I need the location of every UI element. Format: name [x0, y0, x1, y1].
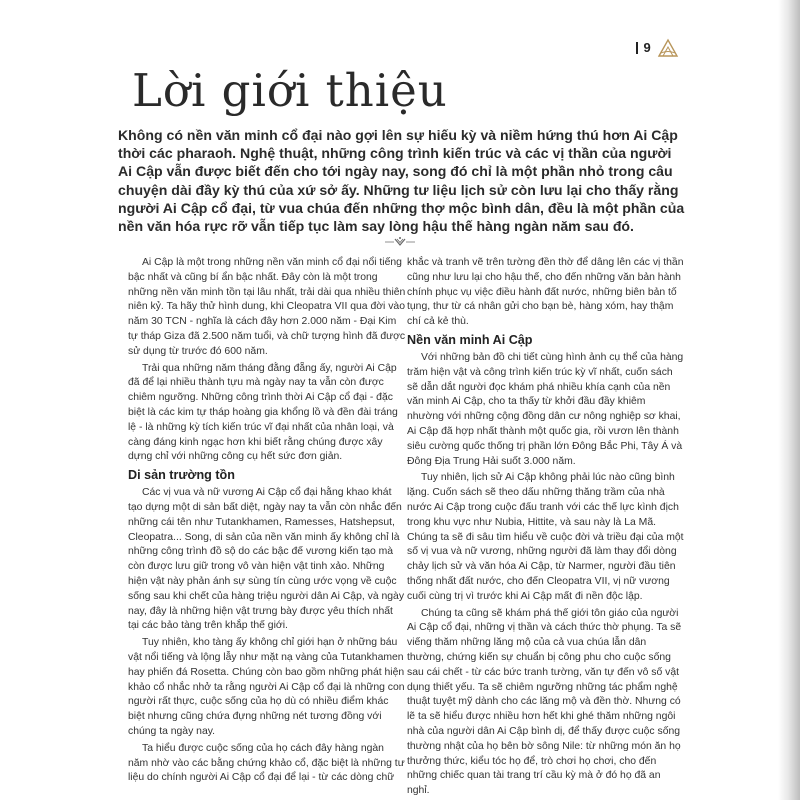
section-heading: Di sản trường tồn [128, 468, 235, 483]
right-column [407, 256, 685, 801]
section-heading: Nền văn minh Ai Cập [407, 332, 533, 347]
page-number-text: 9 [643, 40, 651, 55]
page-number-divider [636, 42, 638, 54]
page-edge-shadow [778, 0, 800, 800]
page-title: Lời giới thiệu [132, 64, 448, 117]
body-paragraph: Các vị vua và nữ vương Ai Cập cổ đại hằng khao khát tạo dựng một di sản bất diệt, ngày nay ta vẫn còn nhắc đến những cái tên như Tutankhamen, Ramesses, Hatshepsut, Cleopatra... Song, di sản của nền văn minh ấy không chỉ là những công trình đồ sộ do các bậc đế vương kiến tạo mà còn được lưu giữ trong vô vàn hiện vật tinh xảo. Những hiện vật này phản ánh sự sùng tín cùng ước vọng về cuộc sống sau khi chết của hàng triệu người dân Ai Cập, và ngày nay, đây là những hiện vật trưng bày được yêu thích nhất tại các bảo tàng trên khắp thế giới. [128, 487, 405, 632]
body-paragraph: Tuy nhiên, kho tàng ấy không chỉ giới hạn ở những báu vật nổi tiếng và lộng lẫy như mặt nạ vàng của Tutankhamen hay phiến đá Rosetta. Chúng còn bao gồm những phát hiện khảo cổ nhắc nhở ta rằng người Ai Cập cổ đại là những con người rất thực, cuộc sống của họ dù có nhiều điểm khác biệt nhưng cũng chứa đựng những nét tương đồng với chúng ta ngày nay. [128, 637, 405, 737]
body-paragraph: Với những bản đồ chi tiết cùng hình ảnh cụ thể của hàng trăm hiện vật và công trình kiến trúc kỳ vĩ nhất, cuốn sách sẽ dẫn dắt người đọc khám phá nhiều khía cạnh của nền văn minh Ai Cập, cho ta thấy từ khởi đầu đầy khiêm nhường với những cộng đồng dân cư nông nghiệp sơ khai, Ai Cập đã hợp nhất thành một quốc gia, rồi vươn lên thành siêu cường quốc thống trị phần lớn Đông Bắc Phi, Tây Á và Đông Địa Trung Hải suốt 3.000 năm. [407, 351, 684, 467]
body-paragraph: Tuy nhiên, lịch sử Ai Cập không phải lúc nào cũng bình lặng. Cuốn sách sẽ theo dấu những thăng trầm của nhà nước Ai Cập trong cuộc đấu tranh với các thế lực kình địch trong khu vực như Nubia, Hittite, và sau này là La Mã. Chúng ta sẽ đi sâu tìm hiểu về cuộc đời và triều đại của một số vị vua và nữ vương, những người đã làm thay đổi dòng chảy lịch sử và văn hóa Ai Cập, từ Narmer, người đầu tiên thống nhất đất nước, cho đến Cleopatra VII, vị nữ vương cuối cùng trị vì trước khi Ai Cập mất đi nền độc lập. [407, 472, 684, 602]
body-paragraph: Ai Cập là một trong những nền văn minh cổ đại nổi tiếng bậc nhất và cũng bí ẩn bậc nhất. Đây còn là một trong những nền văn minh tồn tại lâu nhất, trải dài qua nhiều thiên niên kỷ. Ta hãy thử hình dung, khi Cleopatra VII qua đời vào năm 30 TCN - nghĩa là cách đây hơn 2.000 năm - Đại Kim tự tháp Giza đã 2.500 năm tuổi, và chữ tượng hình đã được sử dụng từ trước đó 600 năm. [128, 257, 406, 357]
body-paragraph: Chúng ta cũng sẽ khám phá thế giới tôn giáo của người Ai Cập cổ đại, những vị thần và cách thức thờ phụng. Ta sẽ viếng thăm những lăng mộ của cả vua chúa lẫn dân thường, chứng kiến sự chuẩn bị công phu cho cuộc sống sau cái chết - từ các bức tranh tường, văn tự đến vô số vật dụng thiết yếu. Ta sẽ chiêm ngưỡng những tác phẩm nghệ thuật tuyệt mỹ dành cho các lăng mộ và đền thờ. Nhưng có lẽ ta sẽ hiểu được nhiều hơn hết khi ghé thăm những ngôi nhà của người dân Ai Cập bình dị, để thấy được cuộc sống thường nhật của họ bên bờ sông Nile: từ những món ăn họ thưởng thức, kiểu tóc họ để, trò chơi họ chơi, cho đến những chiếc quan tài trang trí cầu kỳ mà ở đó họ đã an nghỉ. [407, 607, 682, 797]
page-number [636, 40, 651, 55]
section-divider-ornament-icon [383, 235, 417, 249]
intro-paragraph: Không có nền văn minh cổ đại nào gợi lên sự hiếu kỳ và niềm hứng thú hơn Ai Cập thời các pharaoh. Nghệ thuật, những công trình kiến trúc và các vị thần của người Ai Cập vẫn được biết đến cho tới ngày nay, song đó chỉ là một phần nhỏ trong câu chuyện dài đầy kỳ thú của xứ sở ấy. Những tư liệu lịch sử còn lưu lại cho thấy rằng người Ai Cập cổ đại, từ vua chúa đến những thợ mộc bình dân, đều là một phần của nền văn hóa rực rỡ vẫn tiếp tục làm say lòng hậu thế hàng ngàn năm sau đó. [118, 127, 685, 235]
body-paragraph: Ta hiểu được cuộc sống của họ cách đây hàng ngàn năm nhờ vào các bằng chứng khảo cổ, đặc biệt là những tư liệu do chính người Ai Cập cổ đại để lại - từ các dòng chữ [128, 742, 405, 784]
body-paragraph: Trải qua những năm tháng đằng đẵng ấy, người Ai Cập đã để lại nhiều thành tựu mà ngày nay ta vẫn còn được chiêm ngưỡng. Những công trình thời Ai Cập cổ đại - đặc biệt là các kim tự tháp hoàng gia khổng lồ và đền đài tráng lệ - là những kỳ tích kiến trúc vĩ đại nhất của nhân loại, và càng đáng kinh ngạc hơn khi biết rằng chúng được xây dựng chỉ với những công cụ hết sức đơn giản. [128, 362, 398, 463]
publisher-logo-icon [657, 38, 679, 58]
left-column [128, 256, 406, 788]
body-paragraph-continued: khắc và tranh vẽ trên tường đền thờ để dâng lên các vị thần cũng như lưu lại cho hậu thế, cho đến những văn bản hành chính phục vụ việc điều hành đất nước, những biên bản tố tụng, thư từ cá nhân gửi cho bạn bè, hàng xóm, hay thậm chí cả kẻ thù. [407, 257, 684, 328]
